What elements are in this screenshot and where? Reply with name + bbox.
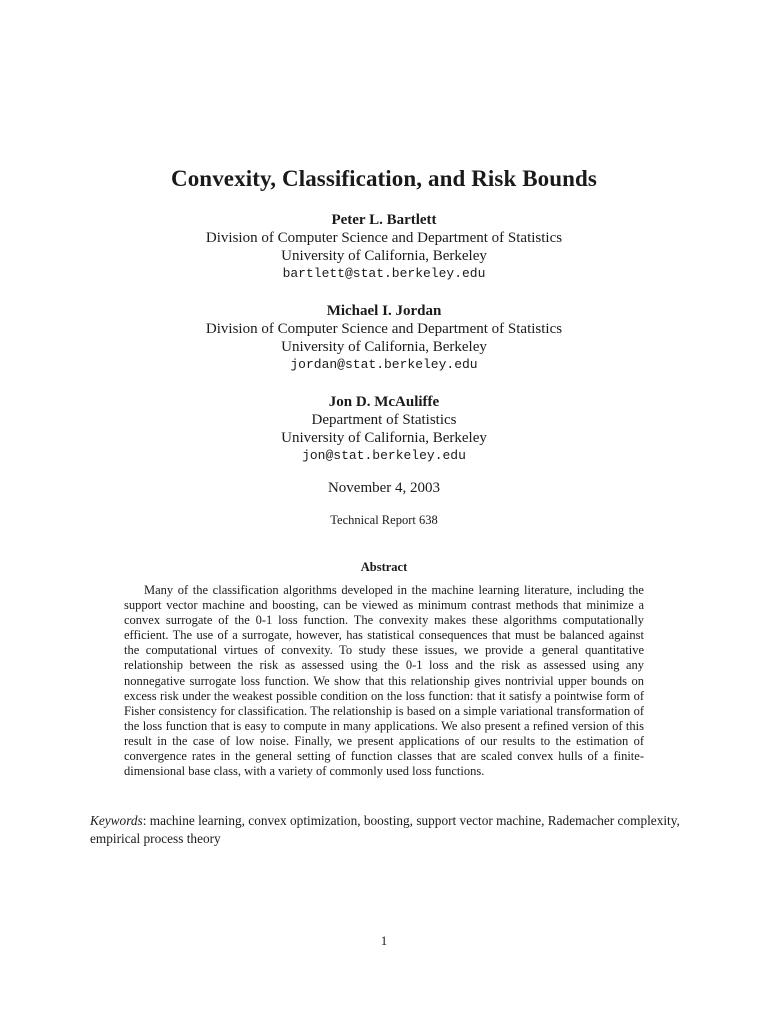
- keywords-text: : machine learning, convex optimization, boosting, support vector machine, Rademacher complexity, empirical process theory: [90, 813, 680, 846]
- author-email: jon@stat.berkeley.edu: [302, 448, 466, 463]
- author-university: University of California, Berkeley: [281, 339, 487, 355]
- author-affiliation: Division of Computer Science and Department of Statistics: [205, 230, 563, 246]
- keywords-paragraph: [90, 812, 680, 848]
- author-university: University of California, Berkeley: [281, 430, 487, 446]
- author-affiliation: Division of Computer Science and Department of Statistics: [205, 321, 563, 337]
- paper-date: November 4, 2003: [327, 480, 441, 496]
- author-name: Peter L. Bartlett: [331, 212, 437, 228]
- author-university: University of California, Berkeley: [281, 248, 487, 264]
- abstract-text: Many of the classification algorithms developed in the machine learning literature, including the support vector machine and boosting, can be viewed as minimum contrast methods that minimize a convex surrogate of the 0-1 loss function. The convexity makes these algorithms computationally efficient. The use of a surrogate, however, has statistical consequences that must be balanced against the computational virtues of convexity. To study these issues, we provide a general quantitative relationship between the risk as assessed using the 0-1 loss and the risk as assessed using any nonnegative surrogate loss function. We show that this relationship gives nontrivial upper bounds on excess risk under the weakest possible condition on the loss function: that it satisfy a pointwise form of Fisher consistency for classification. The relationship is based on a simple variational transformation of the loss function that is easy to compute in many applications. We also present a refined version of this result in the case of low noise. Finally, we present applications of our results to the estimation of convergence rates in the general setting of function classes that are scaled convex hulls of a finite-dimensional base class, with a variety of commonly used loss functions.: [124, 583, 644, 779]
- page-number: 1: [380, 933, 388, 948]
- author-email: bartlett@stat.berkeley.edu: [282, 266, 486, 281]
- paper-title: Convexity, Classification, and Risk Bounds: [171, 166, 597, 191]
- author-email: jordan@stat.berkeley.edu: [290, 357, 478, 372]
- author-block-2: [0, 302, 768, 374]
- author-name: Jon D. McAuliffe: [328, 394, 440, 410]
- author-name: Michael I. Jordan: [326, 303, 442, 319]
- author-block-1: [0, 211, 768, 283]
- technical-report-number: Technical Report 638: [330, 513, 438, 527]
- keywords-label: Keywords: [90, 813, 143, 828]
- author-affiliation: Department of Statistics: [311, 412, 457, 428]
- author-block-3: [0, 393, 768, 465]
- abstract-heading: Abstract: [360, 560, 408, 574]
